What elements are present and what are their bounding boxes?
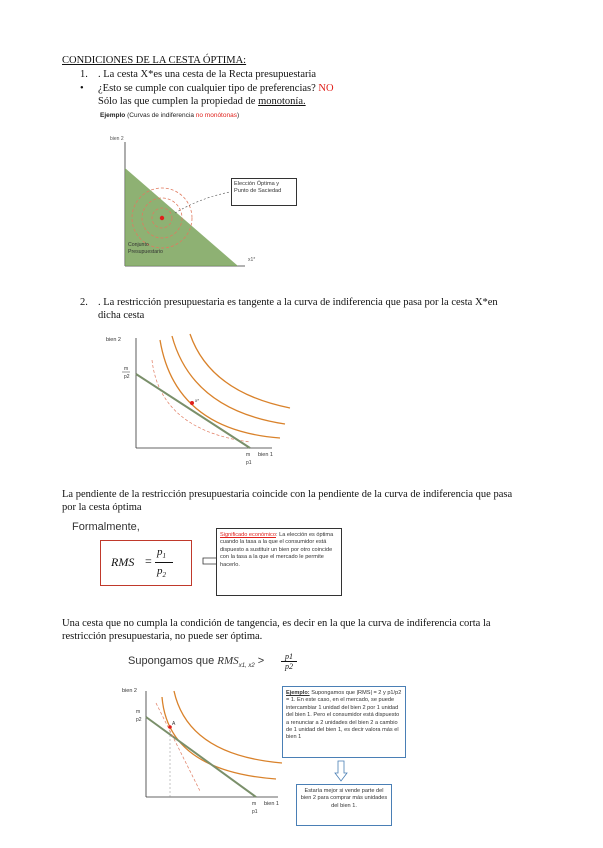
ejemplo-box-text: Supongamos que |RMS| = 2 y p1/p2 = 1. En este caso, en el mercado, se puede intercambiar 1 unidad del bien 2 por 1 unidad del bien 1. Pero el consumidor está dispuesto a renunciar a 2 unidades del bien 2 a cambio de 1 unidad del bien 1, es decir valora más el bien 1	[286, 690, 402, 741]
ejemplo-box	[282, 686, 406, 758]
monotonia-line	[98, 95, 306, 108]
fig3-y-label: bien 2	[122, 688, 137, 694]
fig3-y-int-top: m	[136, 709, 141, 715]
gt-sign: >	[257, 655, 265, 667]
item-2-line2: dicha cesta	[98, 310, 145, 321]
formal-title: Formalmente,	[72, 521, 140, 533]
indifference-curve-2	[172, 336, 285, 424]
mejor-box: Estaría mejor si vende parte del bien 2 para comprar más unidades del bien 1.	[296, 784, 392, 826]
meaning-title: Significado económico	[220, 532, 276, 538]
fig2-x-int-top: m	[246, 452, 251, 458]
monotonia-prefix: Sólo las que cumplen la propiedad de	[98, 96, 256, 107]
figure3-chart	[100, 683, 290, 818]
satiation-point	[160, 216, 164, 220]
fig1-y-label: bien 2	[110, 136, 124, 142]
rms-formula-box	[100, 540, 192, 586]
down-arrow-icon	[334, 760, 348, 782]
indifference-curve-3	[190, 334, 290, 408]
caption-red: no monótonas	[195, 112, 237, 119]
optimal-point	[190, 401, 194, 405]
p1-symbol: $p_1$	[157, 546, 166, 561]
rms-equals: =	[145, 554, 152, 568]
fig2-y-label: bien 2	[106, 337, 121, 343]
answer-no: NO	[318, 83, 334, 94]
fig1-x-label: x1*	[248, 257, 256, 263]
item-2-number: 2.	[80, 297, 88, 308]
item-1-text: . La cesta X*es una cesta de la Recta presupuestaria	[98, 69, 317, 80]
fig2-x-label: bien 1	[258, 452, 273, 458]
fig3-rms-tangent	[156, 703, 200, 791]
region-label-1: Conjunto	[128, 242, 149, 248]
meaning-box	[216, 528, 342, 596]
fraction-bar	[155, 562, 173, 563]
para-2-line2: restricción presupuestaria, no puede ser óptima.	[62, 631, 263, 642]
question-text: ¿Esto se cumple con cualquier tipo de preferencias?	[98, 83, 316, 94]
figure2-chart	[100, 330, 300, 470]
budget-line	[136, 374, 250, 448]
para-1-line1: La pendiente de la restricción presupuestaria coincide con la pendiente de la curva de indiferencia que pasa	[62, 489, 513, 500]
supongamos-line	[128, 655, 264, 669]
callout-box: Elección Óptima y Punto de Saciedad	[231, 178, 297, 206]
figure1-caption	[100, 112, 280, 122]
fig3-y-int-bottom: p2	[136, 717, 142, 723]
item-2-line1: . La restricción presupuestaria es tangente a la curva de indiferencia que pasa por la cesta X*en	[98, 297, 498, 308]
ejemplo-box-title: Ejemplo:	[286, 690, 310, 696]
fig3-x-int-bottom: p1	[252, 809, 258, 815]
supongamos-text: Supongamos que	[128, 655, 215, 667]
frac-bottom: p2	[281, 661, 297, 671]
ejemplo-label: Ejemplo	[100, 112, 126, 119]
fig3-budget-line	[146, 717, 256, 797]
fig2-x-int-bottom: p1	[246, 460, 252, 466]
fig2-y-int-bottom: p2	[124, 374, 130, 380]
fig3-x-int-top: m	[252, 801, 257, 807]
fig3-x-label: bien 1	[264, 801, 279, 807]
bullet-mark: •	[80, 83, 84, 94]
para-2-line1: Una cesta que no cumpla la condición de tangencia, es decir en la que la curva de indiferencia corta la	[62, 618, 491, 629]
bullet-question	[98, 82, 334, 95]
para-1-line2: por la cesta óptima	[62, 502, 142, 513]
item-1-number: 1.	[80, 69, 88, 80]
p2-symbol: $p_2$	[157, 565, 166, 580]
fig2-point-label: x*	[195, 398, 200, 403]
rms-subscript: x1, x2	[238, 663, 255, 670]
fig2-y-int-top: m	[124, 366, 129, 372]
fig3-point-label: A	[172, 721, 176, 727]
rms-symbol: RMS	[111, 555, 135, 569]
rms-label: RMS	[217, 655, 239, 667]
monotonia-word: monotonía.	[258, 96, 306, 107]
meaning-text: : La elección es óptima cuando la tasa a la que el consumidor está dispuesto a sustituir un bien por otro coincide con la tasa a la que el mercado le permite hacerlo.	[220, 532, 334, 568]
frac-top: p1	[285, 652, 293, 661]
region-label-2: Presupuestario	[128, 249, 163, 255]
page-title: CONDICIONES DE LA CESTA ÓPTIMA:	[62, 55, 247, 66]
caption-prefix: (Curvas de indiferencia	[127, 112, 194, 119]
price-fraction	[281, 652, 297, 671]
fig3-indifference-curve-1	[162, 697, 276, 779]
callout-arrow	[175, 192, 230, 213]
caption-suffix: )	[236, 112, 240, 119]
